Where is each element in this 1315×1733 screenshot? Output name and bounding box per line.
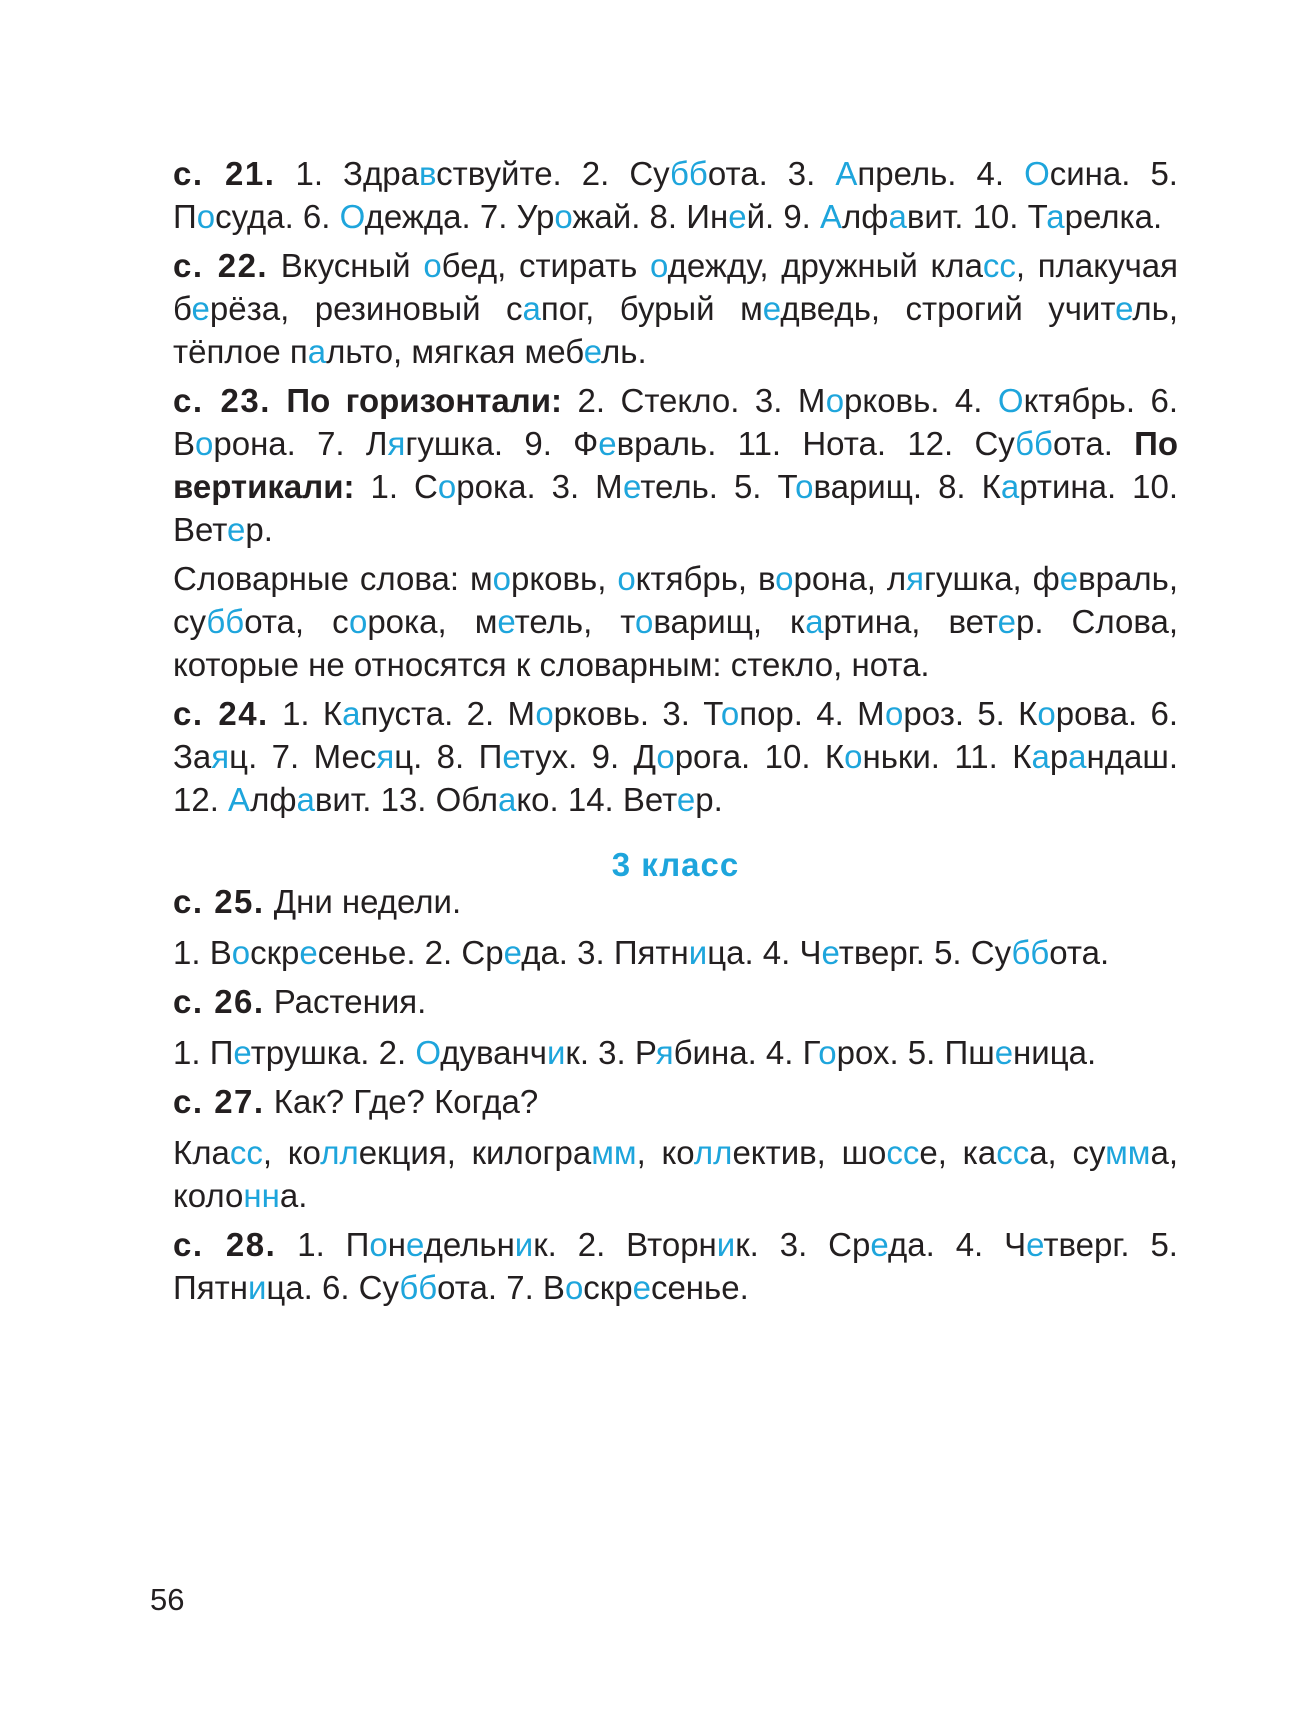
text-run: ота. — [1052, 425, 1135, 462]
highlighted-letters: О — [339, 198, 365, 235]
highlighted-letters: а — [1046, 198, 1065, 235]
text-run: к. 3. Р — [565, 1034, 656, 1071]
text-run: 1. П — [173, 1034, 234, 1071]
text-run: , ко — [262, 1134, 321, 1171]
text-run: 2. Стекло. 3. М — [562, 382, 826, 419]
text-run: тель. 5. Т — [640, 468, 796, 505]
text-run: гушка. 9. Ф — [405, 425, 599, 462]
text-run: пог, бурый м — [540, 290, 763, 327]
highlighted-letters: а — [497, 781, 517, 818]
highlighted-letters: а — [307, 333, 327, 370]
answer-c22 — [173, 244, 1178, 373]
text-run: а, коло — [173, 1134, 1178, 1214]
text-run: ца. 6. Су — [266, 1269, 400, 1306]
highlighted-letters: о — [649, 247, 668, 284]
text-run: сенье. 2. Ср — [317, 934, 504, 971]
highlighted-letters: сс — [982, 247, 1016, 284]
highlighted-letters: а — [342, 695, 361, 732]
text-run: ль, тёплое п — [173, 290, 1178, 370]
text-run: рковь, — [511, 560, 618, 597]
highlighted-letters: А — [835, 155, 858, 192]
text-run: роз. 5. К — [903, 695, 1038, 732]
highlighted-letters: о — [195, 425, 214, 462]
text-run: рёза, резиновый с — [209, 290, 523, 327]
text-run: жай. 8. Ин — [572, 198, 729, 235]
highlighted-letters: е — [1026, 1226, 1044, 1263]
highlighted-letters: е — [583, 333, 601, 370]
highlighted-letters: о — [535, 695, 554, 732]
text-run: льто, мягкая меб — [326, 333, 584, 370]
highlighted-letters: и — [514, 1226, 534, 1263]
text-run: бед, стирать — [441, 247, 650, 284]
exercise-ref: с. 23. — [173, 382, 271, 419]
text-run: вит. 10. Т — [906, 198, 1047, 235]
text-run: ль. — [601, 333, 647, 370]
text-run: р — [1049, 738, 1069, 775]
highlighted-letters: е — [728, 198, 747, 235]
text-run: к. 3. Ср — [735, 1226, 871, 1263]
highlighted-letters: лл — [693, 1134, 733, 1171]
highlighted-letters: е — [227, 511, 246, 548]
text-run: ота. 7. В — [437, 1269, 565, 1306]
text-run: дежду, дружный кла — [667, 247, 983, 284]
highlighted-letters: я — [655, 1034, 674, 1071]
text-run: ектив, шо — [732, 1134, 887, 1171]
highlighted-letters: я — [376, 738, 395, 775]
answers-grade-3 — [173, 880, 1178, 1309]
bold-label: По горизонтали: — [286, 382, 563, 419]
text-run: рох. 5. Пш — [836, 1034, 995, 1071]
highlighted-letters: е — [598, 425, 617, 462]
highlighted-letters: о — [617, 560, 636, 597]
highlighted-letters: мм — [1105, 1134, 1151, 1171]
text-run: р. Слова, которые не относятся к словарным: стекло, нота. — [173, 603, 1179, 683]
highlighted-letters: О — [997, 382, 1024, 419]
text-run: враль, су — [173, 560, 1178, 640]
highlighted-letters: я — [387, 425, 406, 462]
text-run: ота, с — [244, 603, 349, 640]
text-run: пор. 4. М — [739, 695, 885, 732]
text-run: лф — [842, 198, 889, 235]
text-run: ртина. 10. Вет — [173, 468, 1179, 548]
answers-grade-2 — [173, 152, 1178, 821]
highlighted-letters: е — [233, 1034, 251, 1071]
highlighted-letters: в — [418, 155, 437, 192]
text-run: ствуйте. 2. Су — [436, 155, 671, 192]
bold-label: По вертикали: — [173, 425, 1179, 505]
text-run: ктябрь. 6. В — [173, 382, 1178, 462]
text-run: 1. С — [354, 468, 438, 505]
highlighted-letters: е — [1059, 560, 1079, 597]
highlighted-letters: о — [437, 468, 457, 505]
highlighted-letters: е — [405, 1226, 424, 1263]
text-run: р. — [245, 511, 273, 548]
text-run: вит. 13. Обл — [314, 781, 498, 818]
text-run: 1. В — [173, 934, 232, 971]
highlighted-letters: е — [821, 934, 839, 971]
highlighted-letters: е — [762, 290, 781, 327]
highlighted-letters: о — [196, 198, 216, 235]
highlighted-letters: о — [825, 382, 845, 419]
highlighted-letters: сс — [996, 1134, 1030, 1171]
highlighted-letters: сс — [229, 1134, 263, 1171]
highlighted-letters: е — [623, 468, 641, 505]
answer-c27-title — [173, 1080, 1178, 1123]
text-run: рона. 7. Л — [213, 425, 388, 462]
exercise-ref: с. 26. — [173, 983, 265, 1020]
highlighted-letters: а — [1000, 468, 1020, 505]
highlighted-letters: е — [502, 738, 520, 775]
text-run: ртина, вет — [823, 603, 998, 640]
answer-c24 — [173, 692, 1178, 821]
highlighted-letters: бб — [206, 603, 245, 640]
highlighted-letters: е — [299, 934, 318, 971]
exercise-ref: с. 21. — [173, 155, 276, 192]
highlighted-letters: о — [818, 1034, 837, 1071]
highlighted-letters: о — [885, 695, 904, 732]
highlighted-letters: а — [1068, 738, 1087, 775]
text-run: ота. — [1049, 934, 1110, 971]
text-run: ота. 3. — [707, 155, 836, 192]
text-run: Растения. — [264, 983, 427, 1020]
text-run: варищ. 8. К — [813, 468, 1001, 505]
text-run: а. — [279, 1177, 308, 1214]
text-run: ко. 14. Вет — [516, 781, 677, 818]
text-run: а, су — [1029, 1134, 1106, 1171]
highlighted-letters: бб — [670, 155, 708, 192]
answer-c27 — [173, 1131, 1178, 1217]
highlighted-letters: о — [348, 603, 368, 640]
highlighted-letters: о — [775, 560, 794, 597]
exercise-ref: с. 24. — [173, 695, 269, 732]
text-run: , ко — [636, 1134, 694, 1171]
answer-c28 — [173, 1223, 1178, 1309]
text-run: прель. 4. — [857, 155, 1025, 192]
highlighted-letters: е — [503, 934, 522, 971]
exercise-ref: с. 27. — [173, 1083, 265, 1120]
text-run: да. 4. Ч — [888, 1226, 1027, 1263]
text-run: дельн — [423, 1226, 515, 1263]
highlighted-letters: нн — [243, 1177, 280, 1214]
text-run: й. 9. — [746, 198, 821, 235]
exercise-ref: с. 25. — [173, 883, 265, 920]
highlighted-letters: е — [870, 1226, 888, 1263]
highlighted-letters: о — [635, 603, 654, 640]
text-run: ктябрь, в — [635, 560, 776, 597]
text-run: рковь. 4. — [844, 382, 998, 419]
text-run: рока, м — [367, 603, 498, 640]
highlighted-letters: и — [688, 934, 708, 971]
text-run: тверг. 5. Пятн — [173, 1226, 1178, 1306]
highlighted-letters: е — [191, 290, 210, 327]
highlighted-letters: е — [1115, 290, 1133, 327]
text-run: н — [387, 1226, 406, 1263]
highlighted-letters: о — [231, 934, 251, 971]
highlighted-letters: о — [844, 738, 863, 775]
text-run: тух. 9. Д — [519, 738, 657, 775]
text-run: р. — [695, 781, 723, 818]
text-run: ндаш. 12. — [173, 738, 1179, 818]
highlighted-letters: я — [906, 560, 925, 597]
text-run: рковь. 3. Т — [553, 695, 721, 732]
page-number: 56 — [150, 1582, 185, 1617]
answer-c26 — [173, 1031, 1178, 1074]
highlighted-letters: а — [1031, 738, 1050, 775]
highlighted-letters: о — [492, 560, 511, 597]
text-run: трушка. 2. — [250, 1034, 416, 1071]
highlighted-letters: и — [247, 1269, 267, 1306]
text-run: враль. 11. Нота. 12. Су — [616, 425, 1016, 462]
highlighted-letters: е — [497, 603, 515, 640]
text-run: ница. — [1013, 1034, 1097, 1071]
answer-c26-title — [173, 980, 1178, 1023]
exercise-ref: с. 22. — [173, 247, 269, 284]
text-run: екция, килогра — [358, 1134, 592, 1171]
highlighted-letters: о — [554, 198, 573, 235]
highlighted-letters: и — [546, 1034, 566, 1071]
text-run: дежда. 7. Ур — [364, 198, 555, 235]
highlighted-letters: о — [795, 468, 814, 505]
highlighted-letters: о — [369, 1226, 388, 1263]
highlighted-letters: а — [888, 198, 907, 235]
highlighted-letters: е — [676, 781, 696, 818]
highlighted-letters: е — [632, 1269, 651, 1306]
text-run: 1. К — [268, 695, 343, 732]
text-run: рова. 6. За — [173, 695, 1179, 775]
text-run: тверг. 5. Су — [838, 934, 1012, 971]
answer-c23-words — [173, 557, 1178, 686]
text-run: Вкусный — [268, 247, 424, 284]
text-run: дведь, строгий учит — [780, 290, 1116, 327]
highlighted-letters: бб — [1015, 425, 1053, 462]
text-run: 1. Здра — [275, 155, 419, 192]
text-run: да. 3. Пятн — [521, 934, 689, 971]
text-run: ц. 8. П — [394, 738, 503, 775]
highlighted-letters: а — [805, 603, 824, 640]
text-run: релка. — [1064, 198, 1163, 235]
grade-heading: 3 класс — [611, 846, 740, 883]
text-run: бина. 4. Г — [673, 1034, 819, 1071]
answer-c23 — [173, 379, 1178, 551]
highlighted-letters: о — [1037, 695, 1056, 732]
answer-page — [173, 152, 1178, 1315]
text-run: Как? Где? Когда? — [264, 1083, 539, 1120]
text-run — [271, 382, 286, 419]
answer-c25 — [173, 931, 1178, 974]
highlighted-letters: лл — [320, 1134, 359, 1171]
text-run: 1. П — [276, 1226, 370, 1263]
text-run: рога. 10. К — [674, 738, 845, 775]
text-run: сина. 5. П — [173, 155, 1178, 235]
highlighted-letters: А — [228, 781, 251, 818]
highlighted-letters: е — [994, 1034, 1014, 1071]
highlighted-letters: А — [820, 198, 843, 235]
text-run: скр — [583, 1269, 633, 1306]
text-run: варищ, к — [653, 603, 806, 640]
highlighted-letters: и — [716, 1226, 736, 1263]
text-run: Кла — [173, 1134, 230, 1171]
text-run: гушка, ф — [924, 560, 1060, 597]
text-run: тель, т — [514, 603, 636, 640]
highlighted-letters: мм — [591, 1134, 637, 1171]
highlighted-letters: О — [415, 1034, 441, 1071]
highlighted-letters: о — [564, 1269, 584, 1306]
text-run: рока. 3. М — [456, 468, 624, 505]
highlighted-letters: а — [296, 781, 315, 818]
text-run: ньки. 11. К — [862, 738, 1032, 775]
exercise-ref: с. 28. — [173, 1226, 277, 1263]
text-run: ц. 7. Мес — [229, 738, 377, 775]
text-run: лф — [250, 781, 297, 818]
text-run: скр — [250, 934, 300, 971]
highlighted-letters: сс — [886, 1134, 920, 1171]
text-run: Дни недели. — [264, 883, 462, 920]
text-run: ца. 4. Ч — [707, 934, 822, 971]
highlighted-letters: о — [423, 247, 442, 284]
highlighted-letters: бб — [399, 1269, 438, 1306]
answer-c25-title — [173, 880, 1178, 923]
highlighted-letters: о — [656, 738, 675, 775]
answer-c21 — [173, 152, 1178, 238]
text-run: суда. 6. — [215, 198, 340, 235]
text-run: е, ка — [919, 1134, 997, 1171]
highlighted-letters: бб — [1011, 934, 1050, 971]
text-run: сенье. — [650, 1269, 749, 1306]
text-run: Словарные слова: м — [173, 560, 493, 597]
text-run: дуванч — [440, 1034, 547, 1071]
highlighted-letters: я — [211, 738, 230, 775]
text-run: рона, л — [793, 560, 907, 597]
text-run: к. 2. Вторн — [533, 1226, 717, 1263]
highlighted-letters: а — [522, 290, 541, 327]
text-run: , плакучая б — [173, 247, 1178, 327]
highlighted-letters: о — [720, 695, 740, 732]
highlighted-letters: О — [1024, 155, 1050, 192]
highlighted-letters: е — [997, 603, 1016, 640]
text-run: пуста. 2. М — [360, 695, 536, 732]
